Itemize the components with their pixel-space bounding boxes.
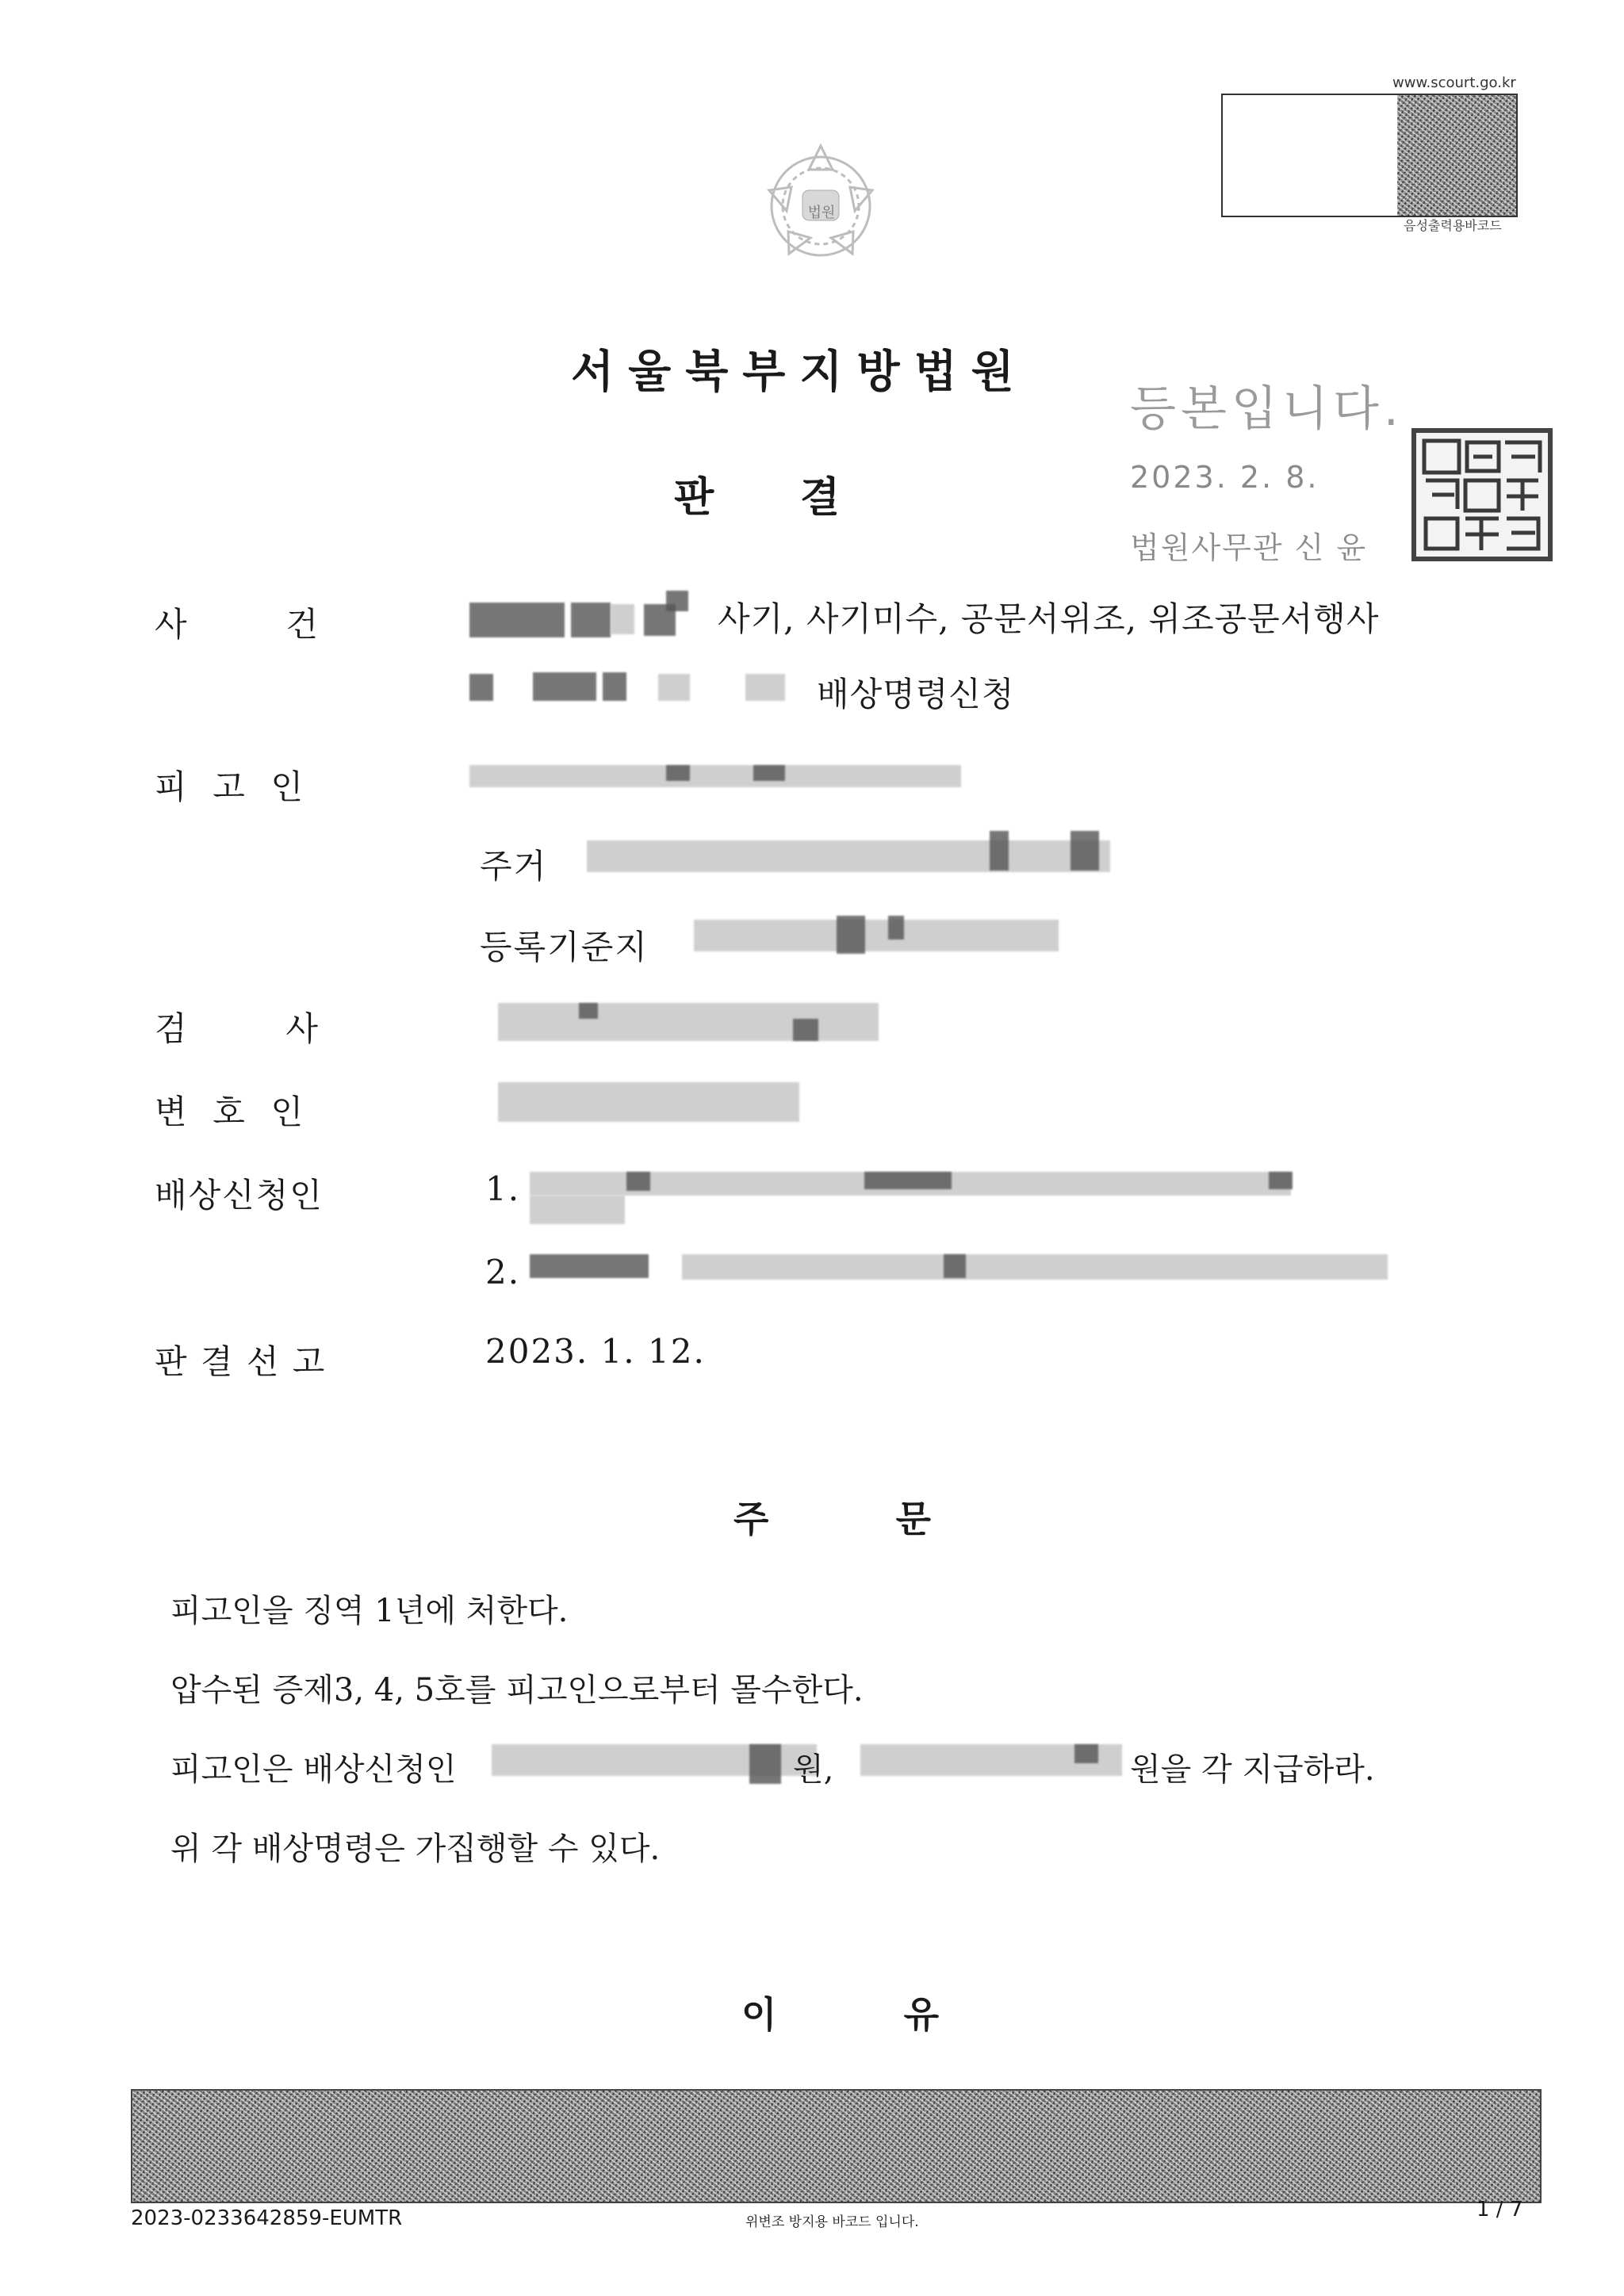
order-heading: 주 문 — [733, 1498, 932, 1540]
order-line-4: 위 각 배상명령은 가집행할 수 있다. — [170, 1831, 661, 1867]
order-line-3-amount-1: 원, — [793, 1751, 834, 1788]
registration-label: 등록기준지 — [480, 928, 649, 966]
anti-forgery-caption: 위변조 방지용 바코드 입니다. — [745, 2214, 919, 2230]
applicant-1-number: 1. — [485, 1169, 521, 1208]
order-line-3-end: 원을 각 지급하라. — [1130, 1751, 1375, 1788]
case-label: 사 건 — [155, 605, 320, 644]
residence-label: 주거 — [480, 847, 548, 886]
case-value-2: 배상명령신청 — [817, 675, 1015, 714]
applicant-label: 배상신청인 — [155, 1176, 324, 1215]
page-number: 1 / 7 — [1477, 2198, 1523, 2221]
applicant-2-number: 2. — [485, 1253, 521, 1292]
site-url: www.scourt.go.kr — [1392, 75, 1516, 91]
anti-forgery-barcode — [131, 2089, 1542, 2203]
sentence-date-label: 판 결 선 고 — [155, 1342, 327, 1381]
reason-heading: 이 유 — [741, 1993, 940, 2036]
attorney-label: 변 호 인 — [155, 1093, 305, 1131]
court-emblem-icon — [753, 135, 888, 270]
order-line-2: 압수된 증제3, 4, 5호를 피고인으로부터 몰수한다. — [170, 1672, 864, 1709]
barcode-caption: 음성출력용바코드 — [1404, 218, 1502, 233]
certified-copy-stamp: 등본입니다. — [1130, 381, 1404, 437]
court-name: 서울북부지방법원 — [571, 346, 1028, 398]
audio-barcode — [1397, 95, 1516, 216]
court-officer: 법원사무관 신 윤 — [1130, 530, 1368, 565]
defendant-label: 피 고 인 — [155, 767, 305, 806]
barcode-box — [1221, 94, 1518, 217]
order-line-3-start: 피고인은 배상신청인 — [170, 1751, 457, 1788]
document-id: 2023-0233642859-EUMTR — [131, 2206, 403, 2230]
sentence-date-value: 2023. 1. 12. — [485, 1332, 706, 1371]
case-value-1: 사기, 사기미수, 공문서위조, 위조공문서행사 — [718, 599, 1380, 638]
order-line-1: 피고인을 징역 1년에 처한다. — [170, 1593, 569, 1629]
prosecutor-label: 검 사 — [155, 1009, 320, 1048]
certified-date: 2023. 2. 8. — [1130, 460, 1320, 495]
emblem-label: 법원 — [807, 205, 836, 221]
document-title: 판 결 — [674, 473, 841, 522]
official-seal-icon — [1411, 428, 1553, 561]
